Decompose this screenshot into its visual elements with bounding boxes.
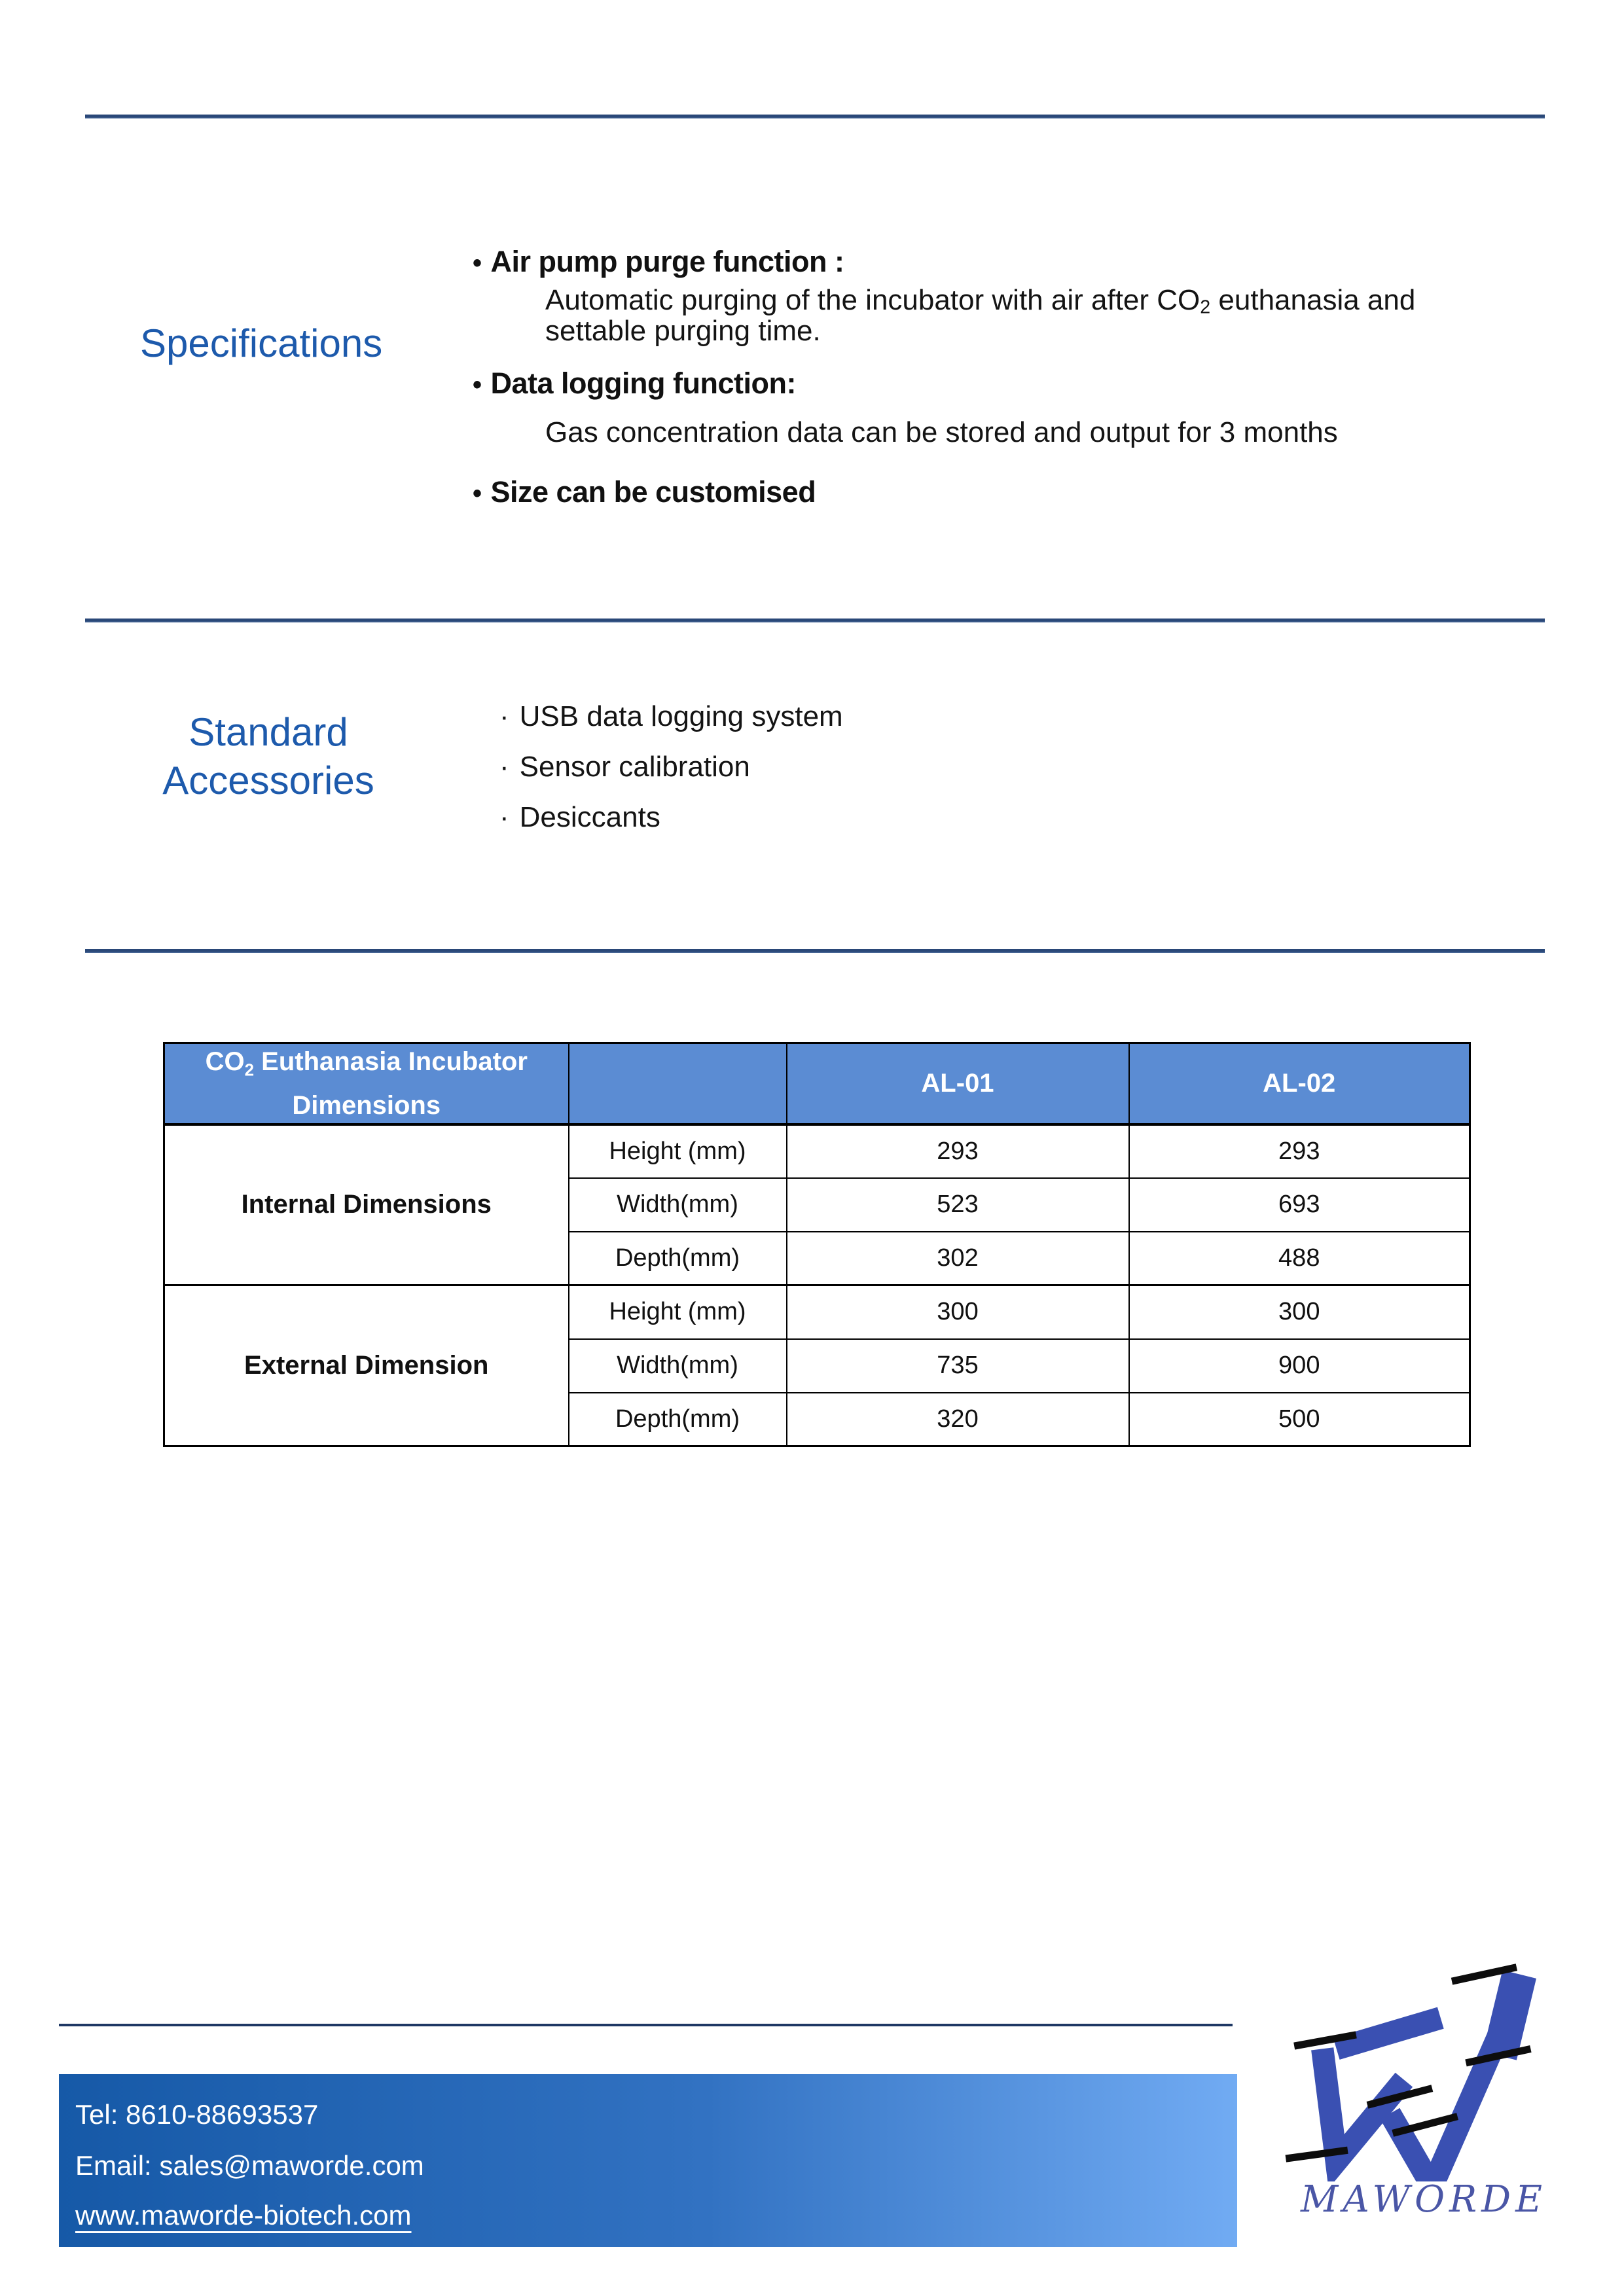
value-cell: 300 bbox=[1129, 1285, 1470, 1339]
desc-text: Automatic purging of the incubator with air after CO bbox=[545, 284, 1200, 316]
value-cell: 735 bbox=[787, 1339, 1129, 1393]
value-cell: 293 bbox=[1129, 1124, 1470, 1178]
value-cell: 320 bbox=[787, 1393, 1129, 1446]
header-text: Dimensions bbox=[292, 1090, 441, 1120]
accessory-label: Sensor calibration bbox=[519, 751, 750, 783]
table-header-al01: AL-01 bbox=[787, 1043, 1129, 1124]
spec-item-size bbox=[473, 475, 816, 509]
footer-email: Email: sales@maworde.com bbox=[75, 2150, 424, 2181]
accessory-item-desiccants bbox=[499, 801, 660, 834]
value-cell: 693 bbox=[1129, 1178, 1470, 1232]
bullet-icon: • bbox=[473, 479, 482, 508]
footer-contact-box bbox=[59, 2074, 1237, 2247]
table-row bbox=[164, 1285, 1470, 1339]
bullet-icon: • bbox=[473, 249, 482, 278]
value-cell: 293 bbox=[787, 1124, 1129, 1178]
table-header-empty bbox=[569, 1043, 787, 1124]
footer-tel: Tel: 8610-88693537 bbox=[75, 2099, 319, 2130]
table-header-title bbox=[164, 1043, 569, 1124]
spec-item-label: Air pump purge function : bbox=[490, 245, 844, 278]
spec-item-data-logging bbox=[473, 367, 796, 401]
middle-dot-icon: · bbox=[499, 751, 509, 783]
spec-item-air-pump-desc-line2: settable purging time. bbox=[545, 315, 821, 347]
middle-dot-icon: · bbox=[499, 700, 509, 732]
middle-dot-icon: · bbox=[499, 801, 509, 833]
spec-item-data-logging-desc: Gas concentration data can be stored and output for 3 months bbox=[545, 416, 1338, 448]
heading-line: Accessories bbox=[162, 759, 374, 802]
value-cell: 523 bbox=[787, 1178, 1129, 1232]
value-cell: 488 bbox=[1129, 1232, 1470, 1285]
spec-item-air-pump-desc-line1 bbox=[545, 284, 1415, 318]
param-cell: Depth(mm) bbox=[569, 1232, 787, 1285]
specifications-heading: Specifications bbox=[140, 321, 383, 365]
bullet-icon: • bbox=[473, 370, 482, 399]
co2-subscript: 2 bbox=[244, 1060, 255, 1080]
value-cell: 300 bbox=[787, 1285, 1129, 1339]
group-label-internal: Internal Dimensions bbox=[164, 1124, 569, 1285]
section-divider bbox=[85, 949, 1545, 953]
desc-text: euthanasia and bbox=[1210, 284, 1416, 316]
spec-item-air-pump bbox=[473, 245, 844, 279]
param-cell: Height (mm) bbox=[569, 1285, 787, 1339]
table-row bbox=[164, 1124, 1470, 1178]
group-label-external: External Dimension bbox=[164, 1285, 569, 1446]
spec-item-label: Data logging function: bbox=[490, 367, 796, 400]
param-cell: Width(mm) bbox=[569, 1178, 787, 1232]
param-cell: Height (mm) bbox=[569, 1124, 787, 1178]
heading-line: Standard bbox=[189, 710, 348, 754]
param-cell: Depth(mm) bbox=[569, 1393, 787, 1446]
maworde-logo-icon bbox=[1283, 1956, 1564, 2181]
header-text: Euthanasia Incubator bbox=[254, 1047, 528, 1076]
value-cell: 302 bbox=[787, 1232, 1129, 1285]
value-cell: 500 bbox=[1129, 1393, 1470, 1446]
value-cell: 900 bbox=[1129, 1339, 1470, 1393]
section-divider bbox=[85, 115, 1545, 118]
header-text: CO bbox=[205, 1047, 245, 1076]
maworde-logo-wordmark: MAWORDE bbox=[1301, 2178, 1547, 2221]
footer-website-link[interactable]: www.maworde-biotech.com bbox=[75, 2200, 412, 2231]
footer-divider bbox=[59, 2024, 1233, 2026]
accessory-item-usb bbox=[499, 700, 843, 733]
dimensions-table bbox=[163, 1042, 1471, 1447]
accessory-item-sensor bbox=[499, 751, 750, 783]
table-header-al02: AL-02 bbox=[1129, 1043, 1470, 1124]
param-cell: Width(mm) bbox=[569, 1339, 787, 1393]
table-header-row bbox=[164, 1043, 1470, 1124]
accessory-label: USB data logging system bbox=[519, 700, 843, 732]
spec-item-label: Size can be customised bbox=[490, 475, 816, 509]
standard-accessories-heading bbox=[98, 708, 439, 805]
co2-subscript: 2 bbox=[1200, 296, 1211, 318]
accessory-label: Desiccants bbox=[519, 801, 660, 833]
section-divider bbox=[85, 619, 1545, 622]
